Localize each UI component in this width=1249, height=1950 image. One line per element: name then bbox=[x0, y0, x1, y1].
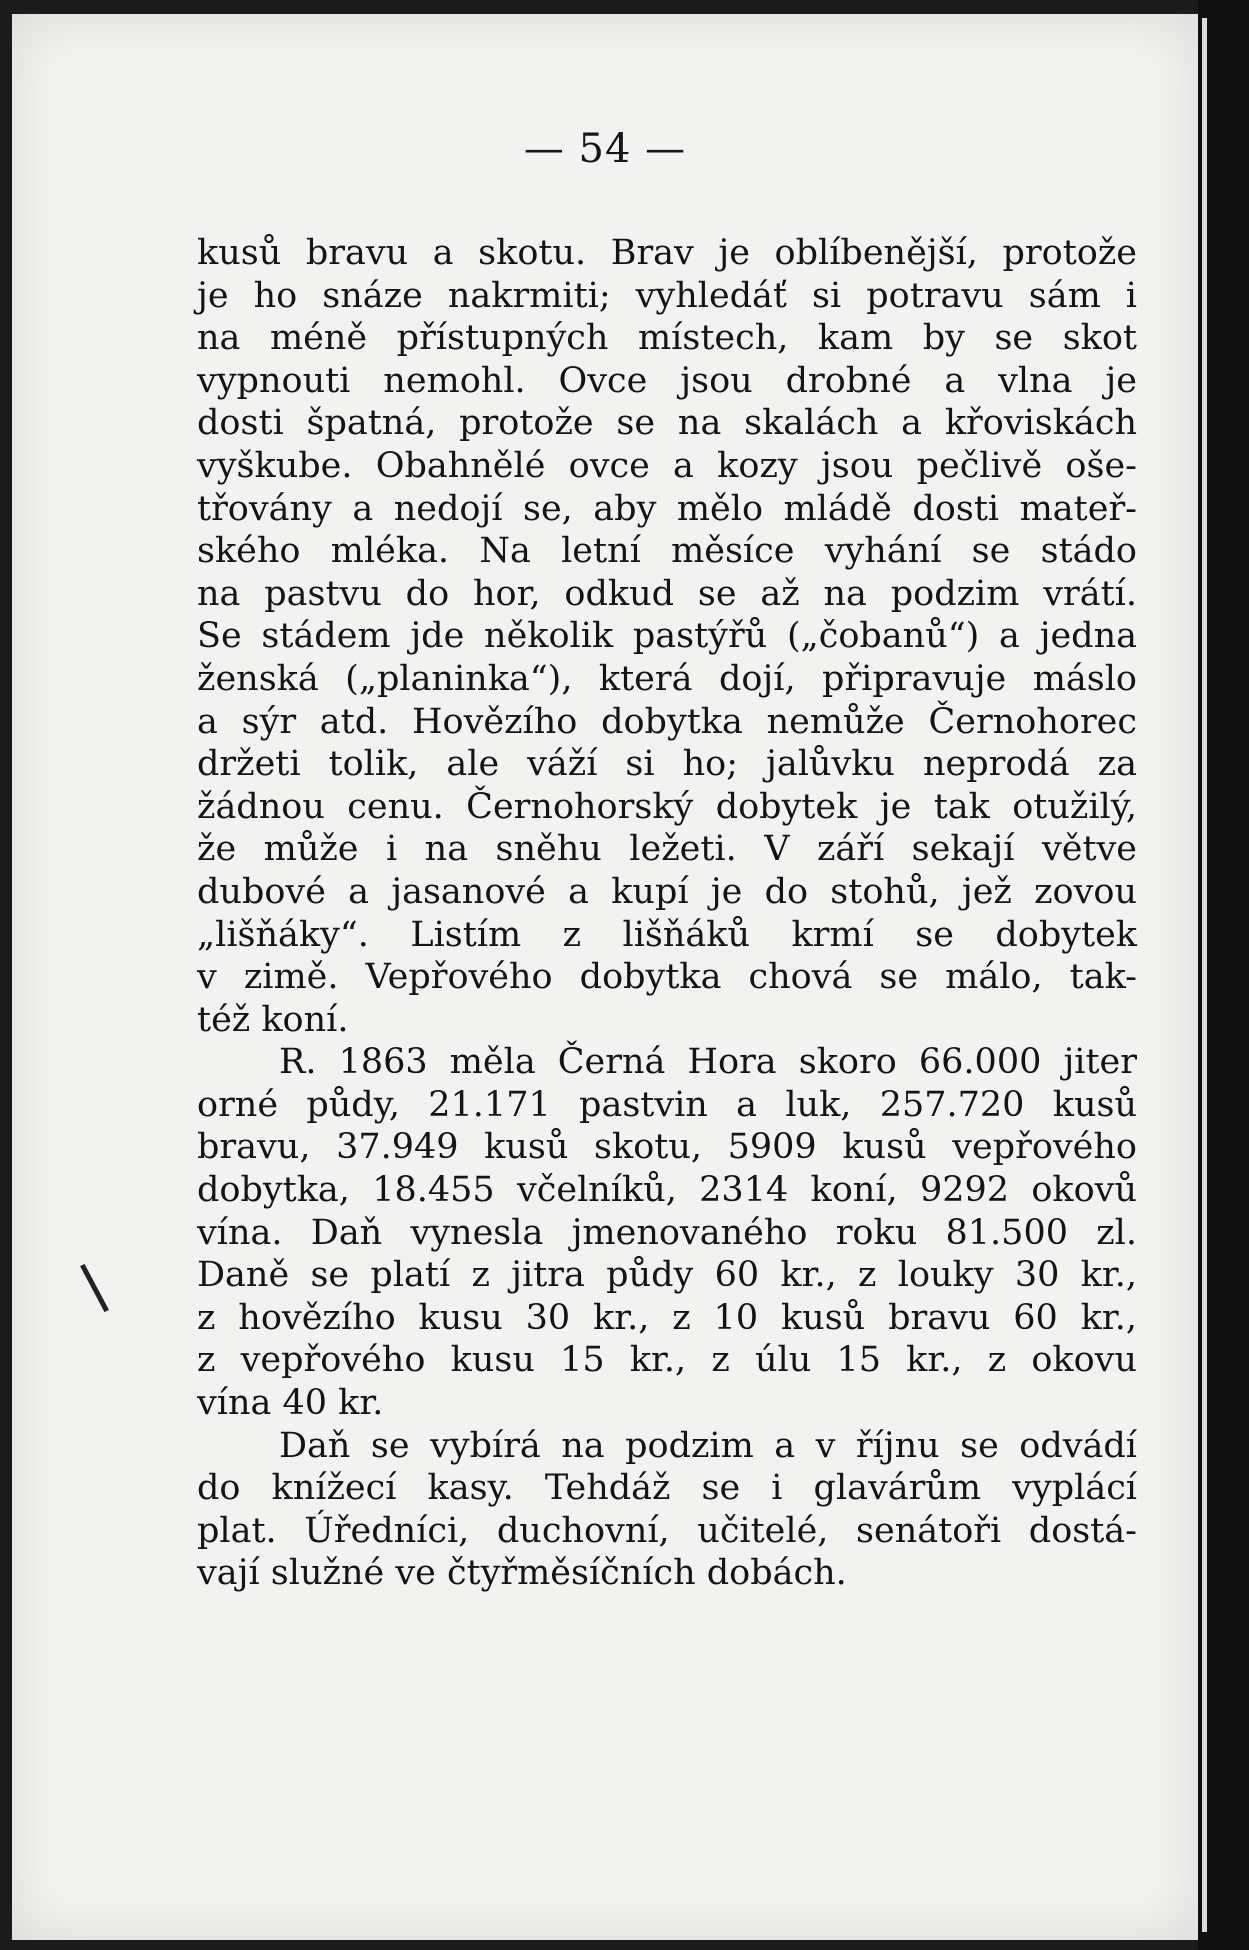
text-line: ského mléka. Na letní měsíce vyhání se stádo bbox=[197, 531, 1137, 572]
text-line: orné půdy, 21.171 pastvin a luk, 257.720 kusů bbox=[197, 1084, 1137, 1125]
text-line: žádnou cenu. Černohorský dobytek je tak otužilý, bbox=[197, 786, 1137, 827]
text-line: vají služné ve čtyřměsíčních dobách. bbox=[197, 1553, 847, 1594]
text-line: z hovězího kusu 30 kr., z 10 kusů bravu 60 kr., bbox=[197, 1297, 1137, 1338]
adjacent-page-edge bbox=[1202, 18, 1207, 1932]
text-line: ženská („planinka“), která dojí, připravuje máslo bbox=[197, 658, 1137, 699]
text-line: je ho snáze nakrmiti; vyhledáť si potravu sám i bbox=[197, 275, 1137, 316]
text-line: Daně se platí z jitra půdy 60 kr., z louky 30 kr., bbox=[197, 1255, 1137, 1296]
text-line: vypnouti nemohl. Ovce jsou drobné a vlna je bbox=[197, 360, 1137, 401]
book-page bbox=[12, 14, 1198, 1940]
text-line: Se stádem jde několik pastýřů („čobanů“) a jedna bbox=[197, 616, 1137, 657]
text-line: z vepřového kusu 15 kr., z úlu 15 kr., z okovu bbox=[197, 1340, 1137, 1381]
text-line: do knížecí kasy. Tehdáž se i glavárům vyplácí bbox=[197, 1468, 1137, 1509]
text-line: dubové a jasanové a kupí je do stohů, jež zovou bbox=[197, 871, 1137, 912]
body-text bbox=[197, 232, 1137, 1595]
text-line: kusů bravu a skotu. Brav je oblíbenější, protože bbox=[197, 233, 1137, 273]
text-line: vína 40 kr. bbox=[197, 1383, 384, 1424]
text-line: dosti špatná, protože se na skalách a křoviskách bbox=[197, 403, 1137, 444]
text-line: na méně přístupných místech, kam by se skot bbox=[197, 318, 1137, 359]
text-line: držeti tolik, ale váží si ho; jalůvku neprodá za bbox=[197, 744, 1137, 785]
text-line: R. 1863 měla Černá Hora skoro 66.000 jiter bbox=[279, 1042, 1137, 1083]
text-line: též koní. bbox=[197, 999, 349, 1040]
text-line: že může i na sněhu ležeti. V září sekají větve bbox=[197, 829, 1137, 870]
page-number: — 54 — bbox=[523, 126, 687, 172]
text-line: vína. Daň vynesla jmenovaného roku 81.500 zl. bbox=[197, 1212, 1137, 1253]
text-line: v zimě. Vepřového dobytka chová se málo, tak- bbox=[197, 957, 1137, 998]
text-line: dobytka, 18.455 včelníků, 2314 koní, 9292 okovů bbox=[197, 1170, 1137, 1211]
text-line: bravu, 37.949 kusů skotu, 5909 kusů vepřového bbox=[197, 1127, 1137, 1168]
text-line: třovány a nedojí se, aby mělo mládě dosti mateř- bbox=[197, 488, 1137, 529]
text-line: vyškube. Obahnělé ovce a kozy jsou pečlivě oše- bbox=[197, 445, 1137, 486]
text-line: plat. Úředníci, duchovní, učitelé, senátoři dostá- bbox=[197, 1510, 1137, 1551]
text-line: „lišňáky“. Listím z lišňáků krmí se dobytek bbox=[197, 914, 1137, 955]
text-line: Daň se vybírá na podzim a v říjnu se odvádí bbox=[279, 1425, 1137, 1466]
text-line: na pastvu do hor, odkud se až na podzim vrátí. bbox=[197, 573, 1137, 614]
text-line: a sýr atd. Hovězího dobytka nemůže Černohorec bbox=[197, 701, 1137, 742]
